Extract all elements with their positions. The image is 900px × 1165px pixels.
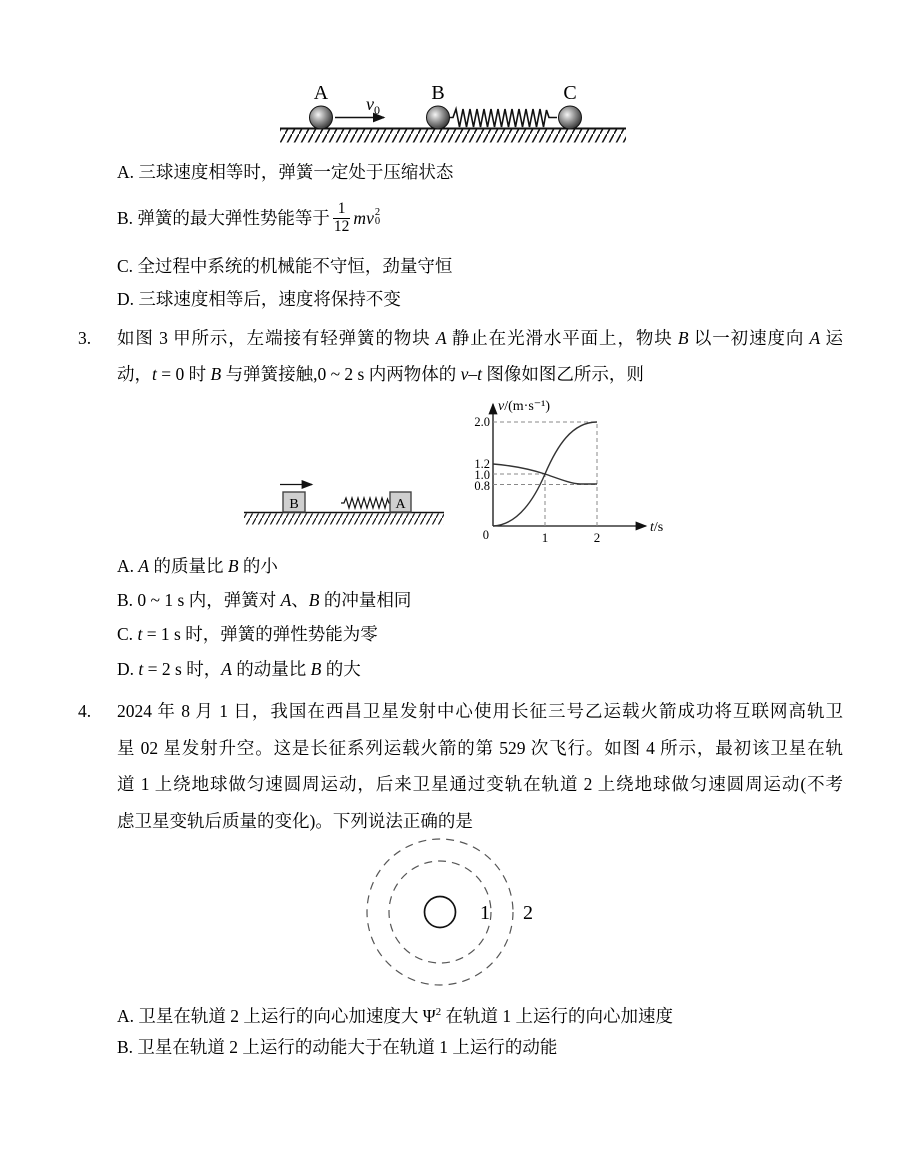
q3-option-d: D. t = 2 s 时，A 的动量比 B 的大 bbox=[117, 659, 361, 679]
ball-a bbox=[310, 106, 333, 129]
q4-stem-line4: 虑卫星变轨后质量的变化)。下列说法正确的是 bbox=[117, 811, 473, 831]
spring bbox=[449, 109, 557, 127]
svg-text:1.0: 1.0 bbox=[474, 468, 490, 482]
x-tick-labels bbox=[542, 530, 601, 545]
block-b-label: B bbox=[289, 497, 299, 512]
q3-number: 3. bbox=[78, 328, 92, 348]
spring bbox=[341, 498, 390, 508]
svg-text:2: 2 bbox=[593, 530, 601, 545]
ball-b bbox=[427, 106, 450, 129]
figure-vt-graph bbox=[450, 392, 690, 552]
x-axis-label: t/s bbox=[650, 520, 664, 535]
q2-option-c: C. 全过程中系统的机械能不守恒，劲量守恒 bbox=[117, 256, 453, 276]
y-axis-label: v/(m·s⁻¹) bbox=[498, 399, 551, 414]
ground-hatching bbox=[244, 514, 444, 525]
earth-circle bbox=[425, 897, 456, 928]
y-tick-labels bbox=[474, 415, 490, 542]
ball-label-a: A bbox=[313, 82, 329, 104]
svg-text:1.2: 1.2 bbox=[474, 457, 490, 471]
q4-stem-line1: 2024 年 8 月 1 日，我国在西昌卫星发射中心使用长征三号乙运载火箭成功将互联网高轨卫 bbox=[117, 701, 843, 721]
velocity-label: $v_0$ bbox=[366, 94, 380, 117]
q2-option-b: B. 弹簧的最大弹性势能等于 $\frac{1}{12}$ m v 2 0 bbox=[117, 200, 381, 235]
q2-option-d: D. 三球速度相等后，速度将保持不变 bbox=[117, 289, 401, 309]
q2-option-a: A. 三球速度相等时，弹簧一定处于压缩状态 bbox=[117, 162, 454, 182]
ball-label-b: B bbox=[431, 82, 445, 104]
orbit-1-label: 1 bbox=[480, 902, 490, 924]
svg-text:1: 1 bbox=[541, 530, 549, 545]
q4-option-a: A. 卫星在轨道 2 上运行的向心加速度大 $\Psi^2$ 在轨道 1 上运行的向心加速度 bbox=[117, 1005, 673, 1026]
q3-option-a: A. A 的质量比 B 的小 bbox=[117, 556, 278, 576]
q3-stem-line1: 如图 3 甲所示，左端接有轻弹簧的物块 A 静止在光滑水平面上，物块 B 以一初速度向 A 运 bbox=[117, 328, 844, 348]
q4-number: 4. bbox=[78, 701, 92, 721]
q3-option-b: B. 0 ~ 1 s 内，弹簧对 A、B 的冲量相同 bbox=[117, 590, 412, 610]
svg-text:0.8: 0.8 bbox=[474, 479, 490, 493]
ball-label-c: C bbox=[563, 82, 577, 104]
ground-hatching bbox=[280, 130, 626, 143]
q4-stem-line3: 道 1 上绕地球做匀速圆周运动，后来卫星通过变轨在轨道 2 上绕地球做匀速圆周运动(不考 bbox=[117, 774, 843, 794]
q3-stem-line2: 动，t = 0 时 B 与弹簧接触,0 ~ 2 s 内两物体的 v–t 图像如图乙所示，则 bbox=[117, 364, 644, 384]
figure-balls-spring bbox=[278, 82, 630, 146]
figure-orbits bbox=[358, 834, 544, 992]
ball-c bbox=[559, 106, 582, 129]
q3-option-c: C. t = 1 s 时，弹簧的弹性势能为零 bbox=[117, 624, 378, 644]
q4-stem-line2: 星 02 星发射升空。这是长征系列运载火箭的第 529 次飞行。如图 4 所示，最初该卫星在轨 bbox=[117, 738, 843, 758]
q4-option-b: B. 卫星在轨道 2 上运行的动能大于在轨道 1 上运行的动能 bbox=[117, 1037, 558, 1057]
svg-text:2.0: 2.0 bbox=[474, 415, 490, 429]
svg-text:0: 0 bbox=[482, 528, 489, 542]
figure-blocks-spring bbox=[238, 474, 450, 530]
orbit-2-label: 2 bbox=[523, 902, 533, 924]
block-a-label: A bbox=[395, 497, 406, 512]
